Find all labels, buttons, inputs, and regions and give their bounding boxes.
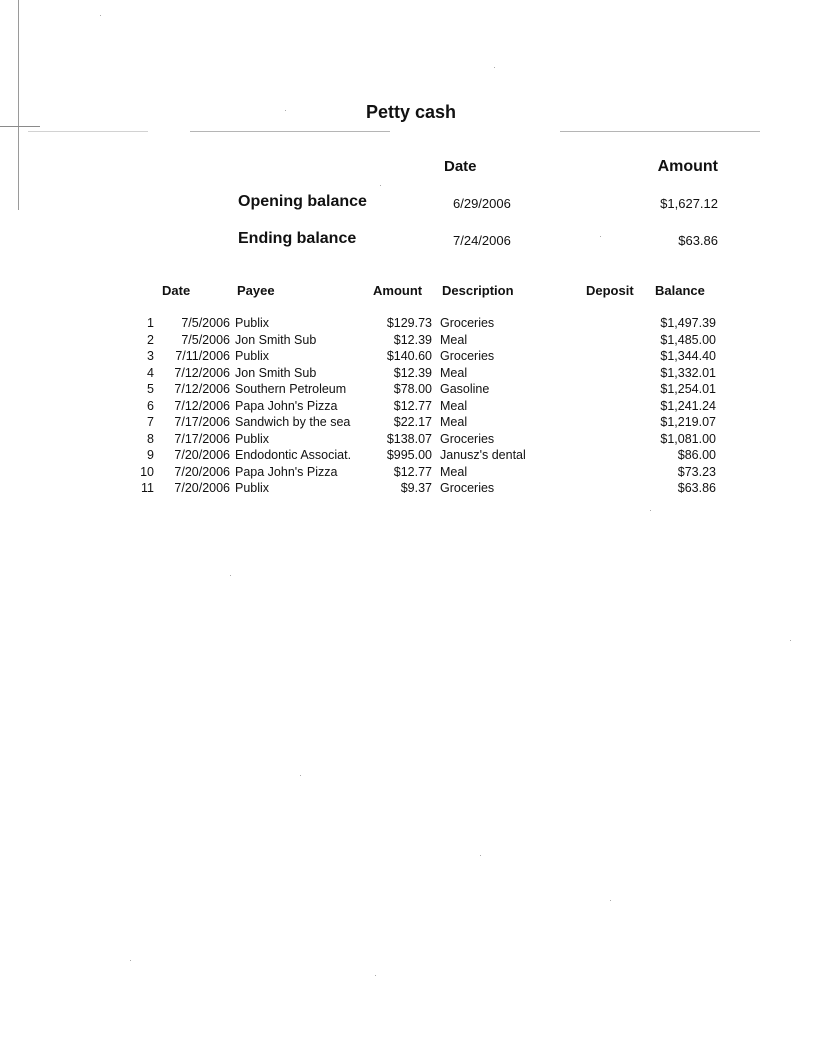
row-number: 7 (147, 415, 154, 429)
title-rule-right (560, 131, 760, 132)
row-balance: $1,344.40 (660, 349, 716, 363)
table-row (0, 399, 816, 416)
ledger-header-date: Date (162, 283, 191, 298)
row-amount: $12.39 (393, 332, 432, 347)
title-rule-far-left (28, 131, 148, 132)
row-date: 7/17/2006 (174, 415, 230, 429)
row-amount: $12.77 (393, 464, 432, 479)
title-rule-left (190, 131, 390, 132)
scan-speck (285, 110, 286, 111)
row-date: 7/5/2006 (181, 316, 230, 330)
row-date: 7/11/2006 (175, 349, 230, 363)
row-payee: Papa John's Pizza (235, 464, 338, 479)
row-description: Groceries (440, 349, 495, 363)
row-description: Gasoline (440, 382, 490, 396)
row-balance: $63.86 (677, 481, 716, 495)
scan-speck (130, 960, 131, 961)
row-number: 3 (147, 349, 154, 363)
summary-amount: $63.86 (678, 233, 718, 248)
summary-date: 6/29/2006 (453, 196, 511, 211)
table-row (0, 333, 816, 350)
row-description: Meal (440, 464, 468, 479)
table-row (0, 415, 816, 432)
scan-speck (494, 67, 495, 68)
row-number: 9 (147, 448, 154, 462)
summary-label: Ending balance (238, 230, 357, 247)
row-payee: Publix (235, 481, 270, 495)
scan-speck (480, 855, 481, 856)
row-payee: Southern Petroleum (235, 382, 347, 396)
row-balance: $1,254.01 (660, 382, 716, 396)
row-payee: Publix (235, 349, 270, 363)
row-date: 7/20/2006 (174, 448, 230, 462)
row-amount: $129.73 (386, 316, 432, 330)
scan-speck (380, 185, 381, 186)
ledger-table (0, 316, 816, 498)
table-row (0, 432, 816, 449)
row-amount: $140.60 (386, 349, 432, 363)
scan-tick-mark (0, 126, 40, 127)
row-amount: $995.00 (386, 448, 432, 462)
row-description: Groceries (440, 431, 495, 446)
scan-speck (100, 15, 101, 16)
row-description: Groceries (440, 481, 495, 495)
row-payee: Papa John's Pizza (235, 398, 338, 413)
summary-row-ending (0, 230, 816, 254)
row-description: Meal (440, 415, 468, 429)
row-payee: Publix (235, 316, 270, 330)
summary-amount: $1,627.12 (660, 196, 718, 211)
ledger-header-amount: Amount (373, 283, 423, 298)
row-balance: $1,219.07 (660, 415, 716, 429)
row-amount: $9.37 (400, 481, 432, 495)
table-row (0, 316, 816, 333)
ledger-header-balance: Balance (655, 283, 705, 298)
row-amount: $138.07 (386, 431, 432, 446)
row-date: 7/12/2006 (174, 382, 230, 396)
scan-speck (300, 775, 301, 776)
row-description: Meal (440, 365, 468, 380)
row-balance: $1,332.01 (660, 365, 716, 380)
row-number: 11 (141, 481, 154, 495)
table-row (0, 481, 816, 498)
row-balance: $1,081.00 (660, 431, 716, 446)
row-number: 5 (147, 382, 154, 396)
row-balance: $86.00 (677, 448, 716, 462)
summary-amount-header: Amount (657, 158, 718, 175)
row-date: 7/20/2006 (174, 464, 230, 479)
row-date: 7/12/2006 (174, 365, 230, 380)
table-row (0, 349, 816, 366)
ledger-header-deposit: Deposit (586, 283, 634, 298)
ledger-header-payee: Payee (237, 283, 275, 298)
row-description: Groceries (440, 316, 495, 330)
row-date: 7/5/2006 (181, 332, 230, 347)
ledger-header-description: Description (442, 283, 514, 298)
row-balance: $73.23 (677, 464, 716, 479)
table-row (0, 465, 816, 482)
scan-speck (650, 510, 651, 511)
row-number: 6 (147, 398, 154, 413)
row-number: 4 (147, 365, 154, 380)
row-balance: $1,241.24 (660, 398, 716, 413)
row-amount: $22.17 (393, 415, 432, 429)
scan-speck (610, 900, 611, 901)
row-payee: Jon Smith Sub (235, 332, 317, 347)
summary-date: 7/24/2006 (453, 233, 511, 248)
row-number: 1 (147, 316, 154, 330)
row-amount: $78.00 (393, 382, 432, 396)
row-amount: $12.77 (393, 398, 432, 413)
row-description: Meal (440, 398, 468, 413)
row-date: 7/17/2006 (174, 431, 230, 446)
row-description: Meal (440, 332, 468, 347)
row-payee: Endodontic Associat. (235, 448, 352, 462)
row-date: 7/20/2006 (174, 481, 230, 495)
row-payee: Jon Smith Sub (235, 365, 317, 380)
summary-label: Opening balance (238, 193, 367, 210)
scan-speck (230, 575, 231, 576)
scan-speck (600, 236, 601, 237)
row-number: 8 (147, 431, 154, 446)
row-payee: Sandwich by the sea (235, 415, 351, 429)
row-number: 2 (147, 332, 154, 347)
scan-speck (790, 640, 791, 641)
row-payee: Publix (235, 431, 270, 446)
row-date: 7/12/2006 (174, 398, 230, 413)
page-title: Petty cash (365, 102, 457, 122)
row-balance: $1,485.00 (660, 332, 716, 347)
summary-date-header: Date (444, 158, 477, 175)
row-description: Janusz's dental (440, 448, 526, 462)
summary-row-opening (0, 193, 816, 217)
row-amount: $12.39 (393, 365, 432, 380)
row-number: 10 (140, 464, 154, 479)
table-row (0, 366, 816, 383)
table-row (0, 448, 816, 465)
scan-speck (375, 975, 376, 976)
table-row (0, 382, 816, 399)
row-balance: $1,497.39 (660, 316, 716, 330)
